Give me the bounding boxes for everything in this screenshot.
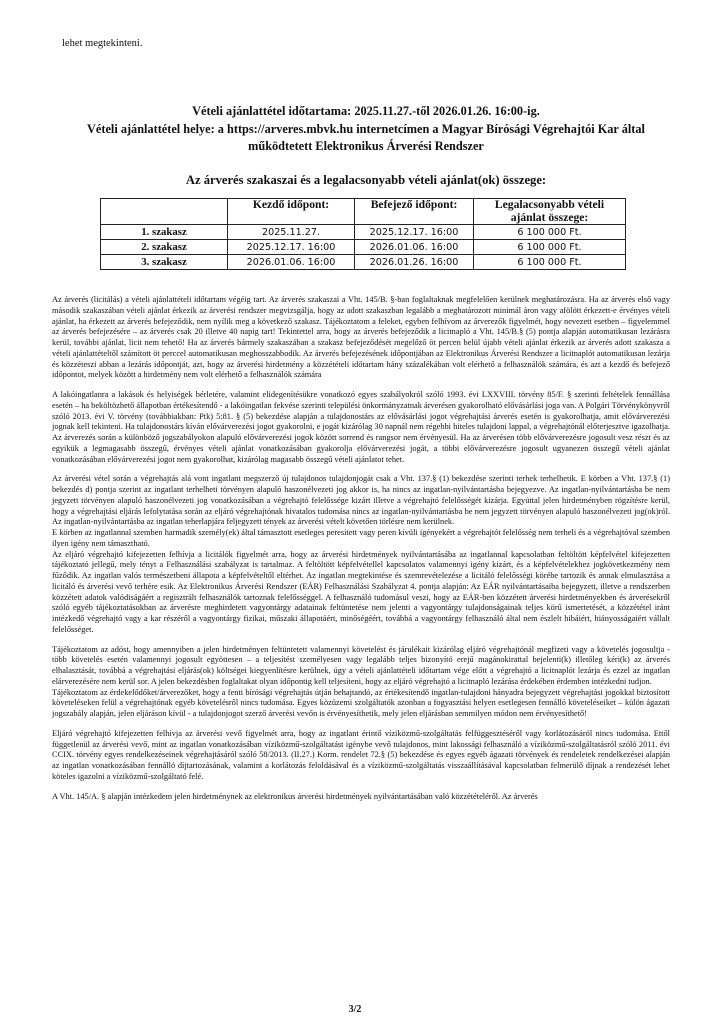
end-time-cell: 2025.12.17. 16:00: [355, 225, 474, 240]
paragraph: Eljáró végrehajtó kifejezetten felhívja az árverési vevő figyelmét arra, hogy az ingatlant érintő víziközmű-szolgáltatás felfüggesztéséről vagy korlátozásáról nincs tudomása. Ettől függetlenül az árverési vevő, mint az ingatlan vonatkozásában víziközmű-szolgáltatást igénybe vevő tulajdonos, mint lakossági felhasználó a víziközmű-szolgáltatásról szóló 2011. évi CCIX. törvény egyes rendelkezéseinek végrehajtásáról szóló 58/2013. (II.27.) Korm. rendelet 72.§ (5) bekezdése és egyes egyéb ágazati törvények és rendeletek rendelkezései alapján az ingatlan vonatkozásában fennálló díjtartozásának, valamint a korlátozás feloldásával és a víziközmű-szolgáltatás visszaállításával kapcsolatban felmerülő díjnak a rendezését lehet köteles igazolni a víziközmű-szolgáltató felé.: [52, 728, 670, 781]
min-bid-cell: 6 100 000 Ft.: [474, 225, 626, 240]
paragraph: Az árverési vétel során a végrehajtás alá vont ingatlant megszerző új tulajdonos tulajdonjogát csak a Vht. 137.§ (1) bekezdése szerinti terhek terhelhetik. E körben a Vht. 137.§ (1) bekezdés d) pontja szerint az ingatlant terhelheti törvényen alapuló haszonélvezeti jog akkor is, ha nincs az ingatlan-nyilvántartásba bejegyezve. Az ingatlan-nyilvántartásba be nem jegyzett törvényen alapuló haszonélvezeti jog vonatkozásában a végrehajtó felelőssége kizárt illetve a végrehajtó felelősségét kizárja. Egyúttal jelen hirdetményben rögzítésre kerül, hogy a végrehajtási eljárás lefolytatása során az eljáró végrehajtónak hivatalos tudomása nincs az ingatlan-nyilvántartásba be nem jegyzett törvényen alapuló haszonélvezeti jog(ok)ról. Az ingatlan-nyilvántartásba az ingatlan teherlapjára feljegyzett tények az árverési vételt követően törlésre nem kerülnek.: [52, 474, 670, 527]
paragraph: Tájékoztatom az érdekelődőket/árverezőket, hogy a fenti bírósági végrehajtás útján behajtandó, az értékesítendő ingatlan-tulajdoni hányadra bejegyzett végrehajtási jogokkal biztosított követeléseken felül a végrehajtónak egyéb követelésről nincs tudomása. Egyes közüzemi szolgáltatók azonban a fogyasztási helyen esetlegesen fennálló követeléseiket – külön ágazati jogszabály alapján, jelen eljáráson kívül - a tulajdonjogot szerző árverési vevőn is érvényesíthetik, mely jelen eljárásban semmilyen módon nem érvényesíthető!: [52, 687, 670, 718]
continuation-line: lehet megtekinteni.: [62, 38, 143, 49]
notice-body: [52, 295, 670, 802]
stages-heading: Az árverés szakaszai és a legalacsonyabb vételi ajánlat(ok) összege:: [185, 173, 547, 187]
end-time-cell: 2026.01.26. 16:00: [355, 255, 474, 270]
paragraph: A Vht. 145/A. § alapján intézkedem jelen hirdetménynek az elektronikus árverési hirdetmények nyilvántartásában való közzétételéről. Az árverés: [52, 791, 538, 801]
table-row: [101, 225, 626, 240]
end-time-cell: 2026.01.06. 16:00: [355, 240, 474, 255]
table-header-cell: [101, 199, 228, 225]
table-header-row: [101, 199, 626, 225]
stage-cell: 1. szakasz: [101, 225, 228, 240]
table-header-cell: Legalacsonyabb vételi ajánlat összege:: [474, 199, 626, 225]
bidding-place-heading: Vételi ajánlattétel helye: a https://arveres.mbvk.hu internetcímen a Magyar Bírósági Végrehajtói Kar által: [87, 122, 645, 136]
table-row: [101, 255, 626, 270]
page-number: 3/2: [348, 1004, 362, 1015]
min-bid-cell: 6 100 000 Ft.: [474, 255, 626, 270]
bidding-place-heading-cont: működtetett Elektronikus Árverési Rendszer: [248, 139, 484, 153]
paragraph: Az árverés (licitálás) a vételi ajánlattételi időtartam végéig tart. Az árverés szakaszai a Vht. 145/B. §-ban foglaltaknak megfelelően kerülnek meghatározásra. Ha az árverés első vagy második szakaszában vételi ajánlat érkezik az árverési rendszer megvizsgálja, hogy az adott szakaszban legalább a meghatározott minimál áron vagy afölött érkezett-e érvényes vételi ajánlat, ha érkezett az árverés befejeződik, nem nyílik meg a következő szakasz. Tájékoztatom a feleket, egyben felhívom az árverezők figyelmét, hogy nevezett esetben – figyelemmel az árverés befejezésére – az árverés csak 20 illetve 40 napig tart! Tekintettel arra, hogy az árverés befejeződik a licitnapló a Vht. 145/B.§ (5) pontja alapján automatikusan lezárásra kerül, további ajánlat, licit nem tehető! Ha az árverés bármely szakaszában a szakasz befejeződését megelőző öt percen belül újabb vételi ajánlat érkezik az árverés adott szakasza a vételi ajánlattételtől számított öt perccel automatikusan meghosszabbodik. Az árverés befejezésének időpontjában az Elektronikus Árverési Rendszer a licitnaplót automatikusan lezárja és közzéteszi abban a lezárás időpontját, azt, hogy az árverési hirdetmény a közzétételi időtartam hány százalékában volt elérhető a felhasználók számára, és azt a kezdő és befejező időpontot, melyek között a hirdetmény nem volt elérhető a felhasználók számára: [52, 295, 670, 380]
stage-cell: 2. szakasz: [101, 240, 228, 255]
table-header-cell: Befejező időpont:: [355, 199, 474, 225]
table-header-cell: Kezdő időpont:: [228, 199, 355, 225]
bidding-period-heading: Vételi ajánlattétel időtartama: 2025.11.27.-től 2026.01.26. 16:00-ig.: [192, 104, 540, 118]
start-time-cell: 2025.12.17. 16:00: [228, 240, 355, 255]
start-time-cell: 2026.01.06. 16:00: [228, 255, 355, 270]
paragraph: E körben az ingatlannal szemben harmadik személy(ek) által támasztott esetleges peresített vagy peren kívüli igényekért a végrehajtót felelősség nem terheli és a végrehajtóval szemben ilyen igény nem támasztható.: [52, 528, 670, 548]
table-row: [101, 240, 626, 255]
paragraph: A lakóingatlanra a lakások és helyiségek bérletére, valamint elidegenítésükre vonatkozó egyes szabályokról szóló 1993. évi LXXVIII. törvény 85/F. § szerinti feltételek fennállása esetén – ha beköltözhető állapotban értékesítendő - a lakóingatlan fekvése szerinti települési önkormányzatnak árverésen gyakorolható elővásárlási joga van. A Polgári Törvénykönyvről szóló 2013. évi V. törvény (továbbiakban: Ptk) 5:81. § (5) bekezdése alapján a tulajdonostárs az elővásárlási jogot végrehajtási árverés esetén is gyakorolhatja, amit elővárverezési jognak kell tekinteni. Ha tulajdonostárs kíván elővárverezési jogot gyakorolni, e jogát kizárólag 30 napnál nem régebbi hiteles tulajdoni lappal, a végrehajtónál előterjesztve igazolhatja. Az árverezés során a különböző jogszabályokon alapuló elővárverezési jogok között sorrend és rangsor nem érvényesül. Ha az árverésen több elővárverezésre jogosult vesz részt és az egyikük a legmagasabb összegű, érvényes vételi ajánlat vonatkozásában gyakorolja elővárverezési jogát, a többi elővárverezésre jogosult ugyanezen összegű vételi ajánlat vonatkozásában elővárverezési jogot nem gyakorolhat, kizárólag magasabb összegű vételi ajánlatot tehet.: [52, 390, 670, 464]
start-time-cell: 2025.11.27.: [228, 225, 355, 240]
stage-cell: 3. szakasz: [101, 255, 228, 270]
min-bid-cell: 6 100 000 Ft.: [474, 240, 626, 255]
paragraph: Az eljáró végrehajtó kifejezetten felhívja a licitálók figyelmét arra, hogy az árverési hirdetmények nyilvántartásába az ingatlannal kapcsolatban feltöltött képfelvétel kifejezetten tájékoztató jellegű, mely tényt a Felhasználási szabályzat is tartalmaz. A feltöltött képfelvétellel kapcsolatos valamennyi igény kizárt, és a képfelvételekhez jogkövetkezmény nem fűződik. Az ingatlan valós természetbeni állapota a képfelvételtől eltérhet. Az ingatlan megtekintése és szemrevételezése a licitáló felelősségi körébe tartozik és annak elmulasztása a licitáló és árverési vevő terhére esik. Az Elektronikus Árverési Rendszer (EÁR) Felhasználási Szabályzat 4. pontja alapján: Az EÁR nyilvántartásaiba bejegyzett, illetve a rendszerben közzétett adatok valódiságáért a regisztrált felhasználók tartoznak felelősséggel. A felhasználó tudomásul veszi, hogy az EÁR-ben közzétett árverési hirdetményekben és árverésekről szóló egyéb tájékoztatásokban az árverésre meghirdetett vagyontárgy adatainak feltüntetése nem jelenti a vagyontárgy tulajdonságainak teljes körű ismertetését, a közzététel iránt intézkedő végrehajtó vagy a kar részéről a vagyontárgy fizikai, műszaki állapotáért, minőségéért, továbbá a vagyontárgy felhasználó által nem észlelt hibáiért, hiányosságaiért vállalt felelősséget.: [52, 549, 670, 634]
paragraph: Tájékoztatom az adóst, hogy amennyiben a jelen hirdetményen feltüntetett valamennyi követelést és járulékait kizárólag eljáró végrehajtónál megfizeti vagy a követelés jogosultja - több követelés esetén valamennyi jogosult egyöttesen – a teljesítést személyesen vagy legalább teljes bizonyító erejű magánokirattal bejelenti(k) illetőleg kéri(k) az árverés elhalasztását, továbbá a végrehajtási eljárás(ok) költségei kiegyenlítésre kerülnek, úgy a vételi ajánlattételi időtartam vége előtt a végrehajtó a licitnaplót lezárja és ezzel az ingatlan elárverezésére nem kerül sor. A jelen bekezdésben foglaltakat olyan időpontig kell teljesíteni, hogy az eljáró végrehajtó a licitnapló lezárása érdekében érdemben intézkedni tudjon.: [52, 644, 670, 686]
auction-stages-table: [100, 198, 626, 270]
